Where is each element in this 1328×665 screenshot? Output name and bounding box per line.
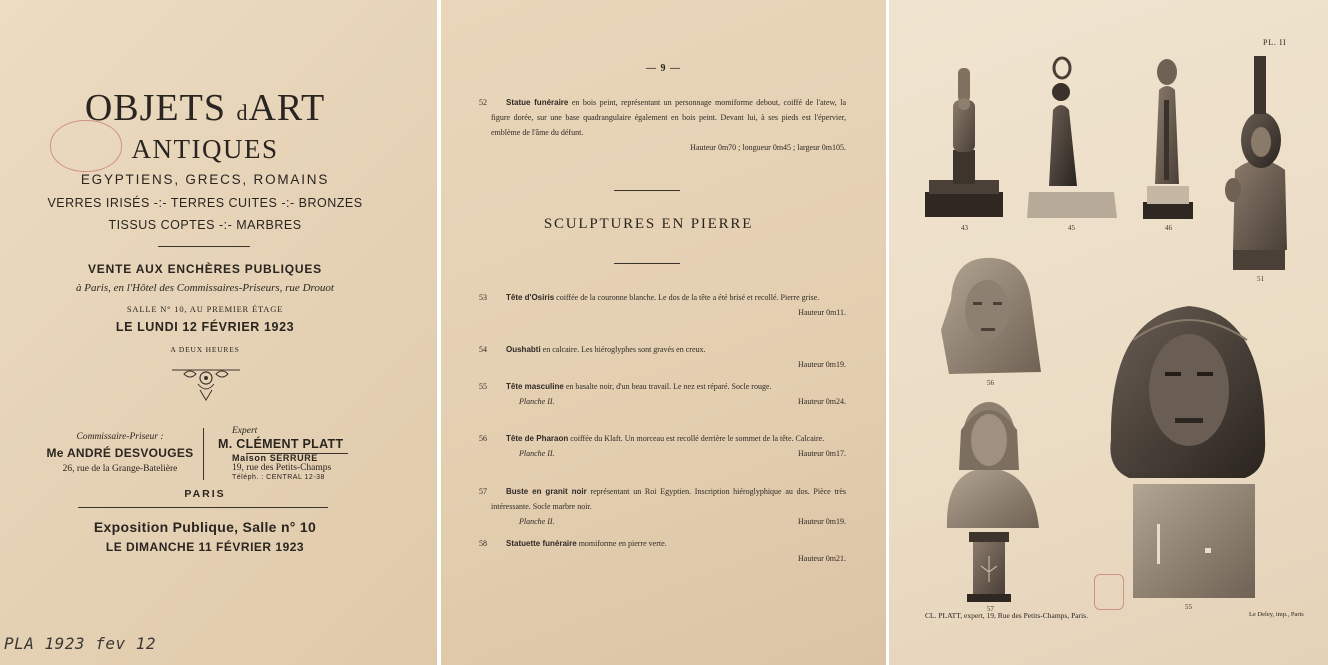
cover-line-b: TISSUS COPTES -:- MARBRES xyxy=(108,218,302,232)
vertical-divider xyxy=(203,428,204,480)
entry-title: Oushabti xyxy=(506,345,541,354)
figure-51-icon xyxy=(1225,56,1287,270)
divider xyxy=(78,507,328,508)
entry-number: 55 xyxy=(479,382,487,391)
cover-title-line2: ANTIQUES xyxy=(131,134,279,164)
expert-house: Maison SERRURE xyxy=(232,453,318,463)
entry-description: en basalte noir, d'un beau travail. Le nez est réparé. Socle rouge. xyxy=(563,382,772,391)
caption-55: 55 xyxy=(1185,603,1192,611)
catalog-entry xyxy=(479,95,846,155)
entry-description: momiforme en pierre verte. xyxy=(576,539,667,548)
catalog-page xyxy=(441,0,886,665)
sale-room: SALLE N° 10, AU PREMIER ÉTAGE xyxy=(126,304,284,314)
entry-dimensions: Hauteur 0m24. xyxy=(798,397,846,406)
entry-number: 56 xyxy=(479,434,487,443)
expert-name: M. CLÉMENT PLATT xyxy=(218,437,344,451)
catalog-entry xyxy=(479,342,846,372)
entry-dimensions: Hauteur 0m21. xyxy=(798,554,846,563)
entry-description: coiffée du Klaft. Un morceau est recollé derrière le sommet de la tête. Calcaire. xyxy=(568,434,825,443)
ornament-icon xyxy=(170,364,242,404)
catalog-entry xyxy=(479,536,846,566)
catalog-entry xyxy=(479,290,846,320)
entry-dimensions: Hauteur 0m19. xyxy=(798,517,846,526)
entry-title: Tête d'Osiris xyxy=(506,293,555,302)
caption-46: 46 xyxy=(1165,224,1172,232)
divider xyxy=(614,190,680,191)
exposition-line2: LE DIMANCHE 11 FÉVRIER 1923 xyxy=(105,540,305,554)
entry-dimensions: Hauteur 0m70 ; longueur 0m45 ; largeur 0m105. xyxy=(690,143,846,152)
entry-number: 58 xyxy=(479,539,487,548)
exposition-line1: Exposition Publique, Salle n° 10 xyxy=(93,519,317,535)
expert-address: 19, rue des Petits-Champs xyxy=(232,463,332,473)
figure-45-icon xyxy=(1027,58,1117,218)
divider xyxy=(614,263,680,264)
caption-45: 45 xyxy=(1068,224,1075,232)
cover-page xyxy=(0,0,437,665)
entry-dimensions: Hauteur 0m17. xyxy=(798,449,846,458)
figure-57-icon xyxy=(947,402,1039,602)
printer-credit: Le Deley, imp., Paris xyxy=(1249,611,1304,618)
entry-dimensions: Hauteur 0m11. xyxy=(798,308,846,317)
plate-page xyxy=(889,0,1328,665)
caption-57: 57 xyxy=(987,605,994,613)
entry-title: Statuette funéraire xyxy=(506,539,577,548)
plate-label: PL. II xyxy=(1263,38,1287,47)
sale-heading: VENTE AUX ENCHÈRES PUBLIQUES xyxy=(88,262,322,276)
sale-venue: à Paris, en l'Hôtel des Commissaires-Priseurs, rue Drouot xyxy=(76,282,334,294)
page-number: — 9 — xyxy=(646,63,681,74)
catalog-entry xyxy=(479,431,846,461)
entry-number: 52 xyxy=(479,98,487,107)
library-stamp xyxy=(1094,574,1124,610)
cover-title: OBJETS dART xyxy=(84,87,326,129)
figure-46-icon xyxy=(1143,59,1193,219)
entry-description: en bois peint, représentant un personnage momiforme debout, coiffé de l'atew, la figure dorée, sur une base quadrangulaire également en bois peint. Devant lui, à ses pieds est l'épervier, emblème de l'âme du défunt. xyxy=(491,98,846,137)
entry-number: 54 xyxy=(479,345,487,354)
caption-43: 43 xyxy=(961,224,968,232)
sale-time: A DEUX HEURES xyxy=(170,345,240,354)
entry-title: Buste en granit noir xyxy=(506,487,587,496)
sale-date: LE LUNDI 12 FÉVRIER 1923 xyxy=(115,320,295,334)
entry-plate: Planche II. xyxy=(519,449,555,458)
caption-51: 51 xyxy=(1257,275,1264,283)
section-title: SCULPTURES EN PIERRE xyxy=(543,216,754,232)
entry-number: 57 xyxy=(479,487,487,496)
city: PARIS xyxy=(184,488,226,500)
figure-56-icon xyxy=(941,258,1041,374)
entry-title: Tête de Pharaon xyxy=(506,434,569,443)
plate-footer: CL. PLATT, expert, 19, Rue des Petits-Champs, Paris. xyxy=(925,611,1088,620)
entry-plate: Planche II. xyxy=(519,517,555,526)
figure-55-icon xyxy=(1110,306,1265,598)
entry-title: Tête masculine xyxy=(506,382,564,391)
cover-line-a: VERRES IRISÉS -:- TERRES CUITES -:- BRONZES xyxy=(47,196,363,210)
entry-number: 53 xyxy=(479,293,487,302)
entry-plate: Planche II. xyxy=(519,397,555,406)
catalog-entry xyxy=(479,484,846,529)
catalog-entry xyxy=(479,379,846,409)
auctioneer-address: 26, rue de la Grange-Batelière xyxy=(62,464,178,474)
plate-photographs xyxy=(889,0,1328,665)
handwritten-note: PLA 1923 fev 12 xyxy=(4,634,156,653)
figure-43-icon xyxy=(925,68,1003,217)
expert-telephone: Téléph. : CENTRAL 12-38 xyxy=(232,474,325,481)
auctioneer-name: Me ANDRÉ DESVOUGES xyxy=(46,446,194,460)
entry-description: coiffée de la couronne blanche. Le dos de la tête a été brisé et recollé. Pierre grise. xyxy=(554,293,820,302)
expert-label: Expert xyxy=(232,426,258,436)
caption-56: 56 xyxy=(987,379,994,387)
divider xyxy=(158,246,250,247)
entry-dimensions: Hauteur 0m19. xyxy=(798,360,846,369)
entry-description: représentant un Roi Egyptien. Inscription hiéroglyphique au dos. Pièce très intéressante. Socle marbre noir. xyxy=(491,487,846,511)
auctioneer-label: Commissaire-Priseur : xyxy=(76,432,164,442)
entry-title: Statue funéraire xyxy=(506,98,569,107)
entry-description: en calcaire. Les hiéroglyphes sont gravés en creux. xyxy=(540,345,706,354)
cover-subtitle: EGYPTIENS, GRECS, ROMAINS xyxy=(80,172,330,187)
